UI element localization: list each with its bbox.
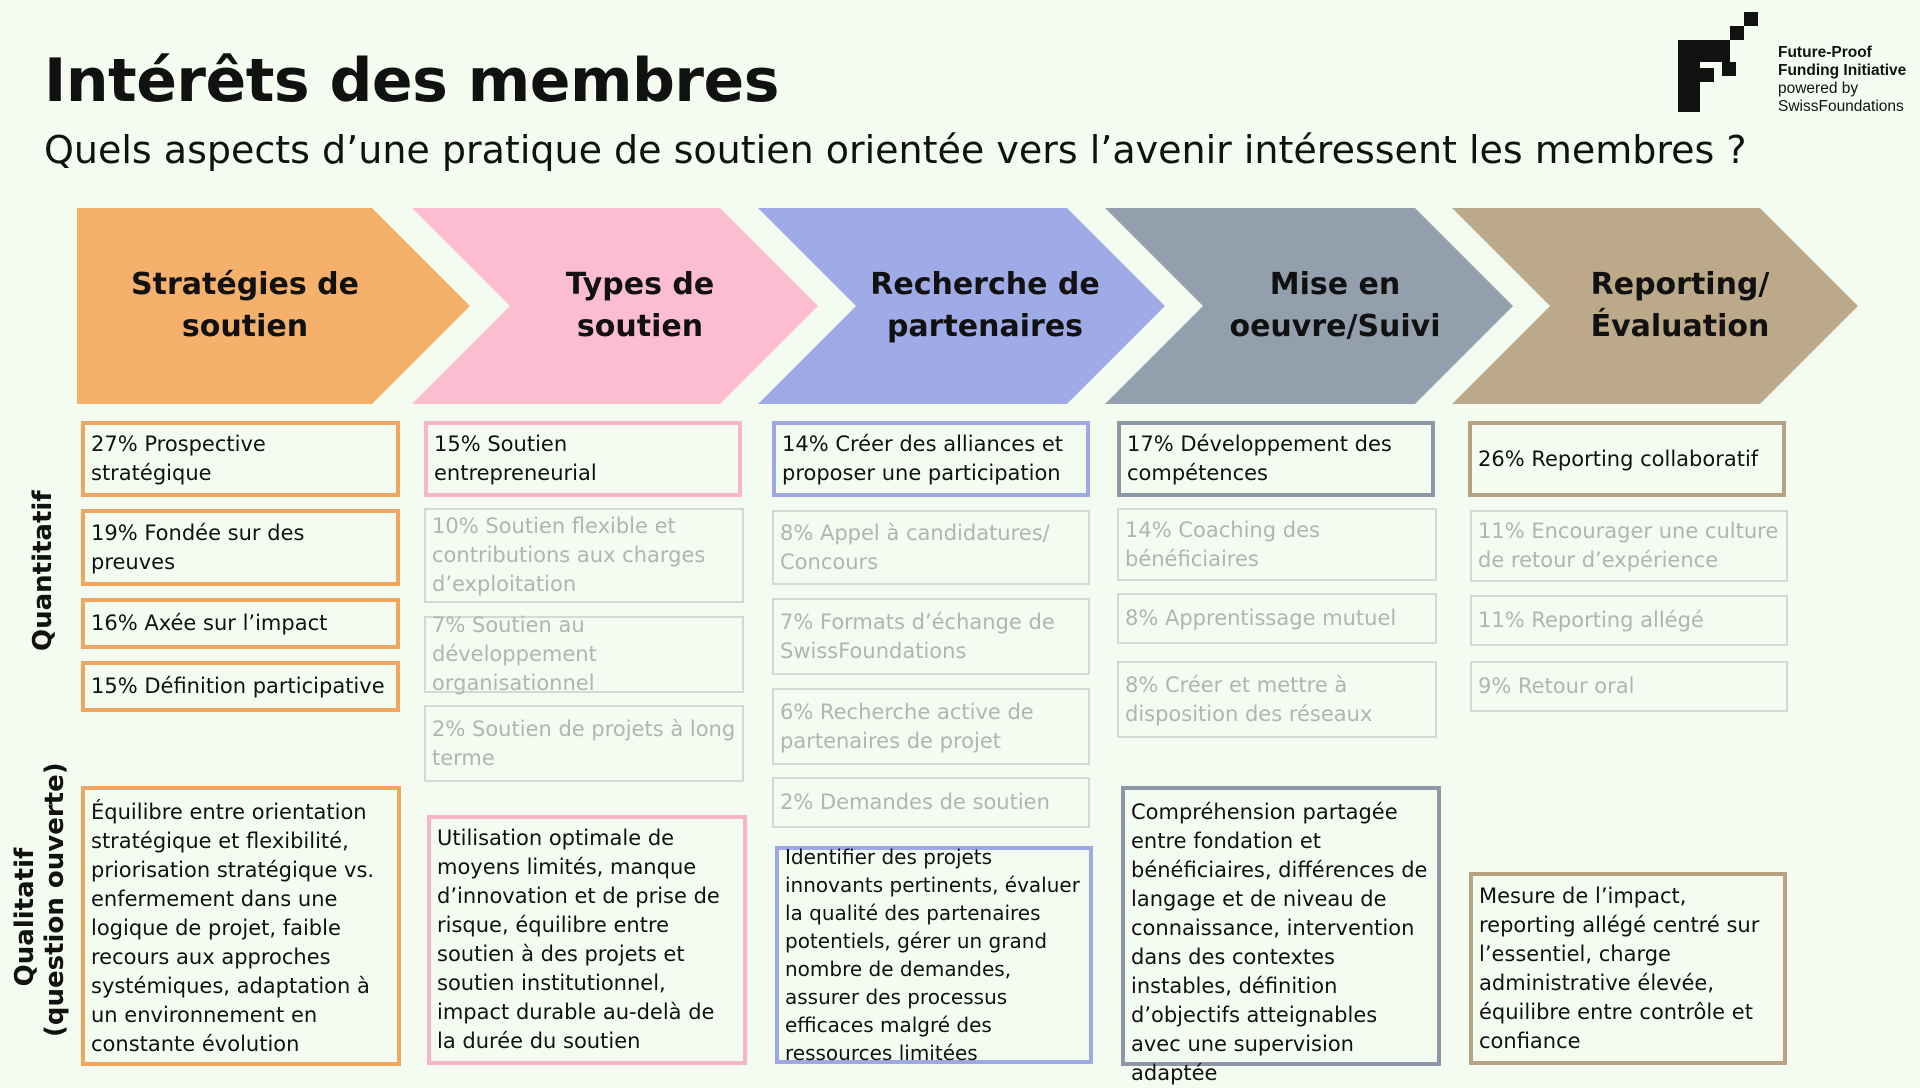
page-subtitle: Quels aspects d’une pratique de soutien orientée vers l’avenir intéressent les membres ? <box>44 128 1747 172</box>
stage-label-mise-en-oeuvre: Mise en oeuvre/Suivi <box>1229 267 1441 344</box>
quant-item-faint: 14% Coaching des bénéficiaires <box>1117 508 1437 581</box>
row-label-qualitative <box>10 762 70 1037</box>
quant-item-faint: 9% Retour oral <box>1470 661 1788 712</box>
logo-line-3: powered by <box>1778 80 1859 97</box>
stage-label-recherche: Recherche de partenaires <box>870 267 1100 344</box>
qual-box-types: Utilisation optimale de moyens limités, manque d’innovation et de prise de risque, équilibre entre soutien à des projets et soutien institutionnel, impact durable au-delà de la durée du soutien <box>427 815 747 1065</box>
quant-item: 15% Définition participative <box>81 661 400 712</box>
quant-item-faint: 6% Recherche active de partenaires de projet <box>772 688 1090 765</box>
quant-item: 15% Soutien entrepreneurial <box>424 421 742 497</box>
quant-item-faint: 10% Soutien flexible et contributions aux charges d’exploitation <box>424 508 744 603</box>
quant-item: 16% Axée sur l’impact <box>81 598 400 649</box>
logo-line-2: Funding Initiative <box>1778 62 1907 79</box>
quant-item-faint: 11% Reporting allégé <box>1470 595 1788 646</box>
stage-label-strategies: Stratégies de soutien <box>131 267 359 344</box>
quant-item: 17% Développement des compétences <box>1117 421 1435 497</box>
quant-item-faint: 8% Appel à candidatures/ Concours <box>772 510 1090 585</box>
page-title: Intérêts des membres <box>44 46 779 116</box>
quant-item-faint: 8% Apprentissage mutuel <box>1117 593 1437 644</box>
logo-line-4: SwissFoundations <box>1778 98 1904 115</box>
qual-box-reporting: Mesure de l’impact, reporting allégé centré sur l’essentiel, charge administrative élevée, équilibre entre contrôle et confiance <box>1469 872 1787 1065</box>
qual-box-recherche: Identifier des projets innovants pertinents, évaluer la qualité des partenaires potentiels, gérer un grand nombre de demandes, assurer des processus efficaces malgré des ressources limitées <box>775 846 1093 1064</box>
row-label-qualitative-line-1: Qualitatif <box>10 847 40 987</box>
quant-item: 19% Fondée sur des preuves <box>81 509 400 586</box>
row-label-qualitative-line-2: (question ouverte) <box>40 762 70 1037</box>
quant-item-faint: 2% Demandes de soutien <box>772 777 1090 828</box>
quant-item-faint: 7% Formats d’échange de SwissFoundations <box>772 598 1090 675</box>
row-label-quantitative: Quantitatif <box>28 490 58 651</box>
quant-item-faint: 7% Soutien au développement organisationnel <box>424 616 744 693</box>
quant-item-faint: 8% Créer et mettre à disposition des réseaux <box>1117 661 1437 738</box>
quant-item-faint: 2% Soutien de projets à long terme <box>424 705 744 782</box>
stage-label-reporting: Reporting/ Évaluation <box>1590 267 1770 344</box>
stage-label-types: Types de soutien <box>565 267 715 344</box>
quant-item: 26% Reporting collaboratif <box>1468 421 1786 497</box>
logo-line-1: Future-Proof <box>1778 44 1872 61</box>
quant-item: 14% Créer des alliances et proposer une participation <box>772 421 1090 497</box>
quant-item-faint: 11% Encourager une culture de retour d’expérience <box>1470 510 1788 582</box>
qual-box-strategies: Équilibre entre orientation stratégique et flexibilité, priorisation stratégique vs. enfermement dans une logique de projet, faible recours aux approches systémiques, adaptation à un environnement en constante évolution <box>81 786 401 1066</box>
qual-box-mise-en-oeuvre: Compréhension partagée entre fondation et bénéficiaires, différences de langage et de niveau de connaissance, intervention dans des contextes instables, définition d’objectifs atteignables avec une supervision adaptée <box>1121 786 1441 1066</box>
quant-item: 27% Prospective stratégique <box>81 421 400 497</box>
